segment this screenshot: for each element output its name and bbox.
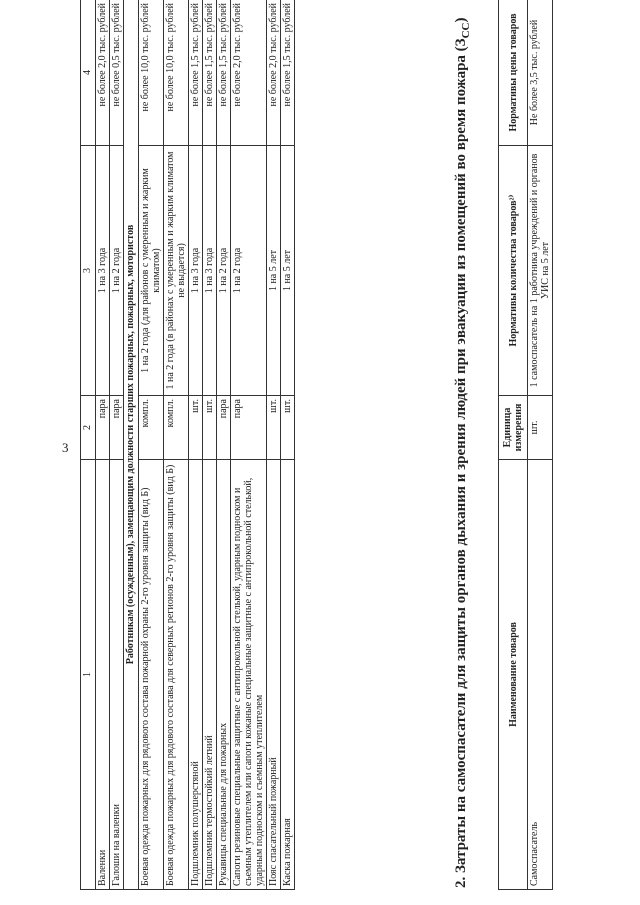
item-norm: 1 на 3 года — [96, 146, 110, 396]
item-price: не более 10,0 тыс. рублей — [139, 0, 164, 146]
item-price: не более 0,5 тыс. рублей — [110, 0, 124, 146]
section-title: Работникам (осужденным), замещающим должности старших пожарных, пожарных, мотористов — [124, 0, 139, 890]
section-2-title-subscript: СС — [460, 22, 472, 39]
item-price: не более 1,5 тыс. рублей — [217, 0, 231, 146]
item-name: Галоши на валенки — [110, 460, 124, 890]
item-unit: шт. — [528, 396, 553, 460]
table-row — [164, 0, 189, 890]
item-name: Боевая одежда пожарных для рядового состава пожарной охраны 2-го уровня защиты (вид Б) — [139, 460, 164, 890]
table-row — [267, 0, 281, 890]
table-row — [528, 0, 553, 890]
item-norm: 1 на 2 года — [231, 146, 267, 396]
item-unit: пара — [217, 396, 231, 460]
header-cell: Нормативы количества товаров²⁾ — [499, 146, 528, 396]
header-cell: 4 — [81, 0, 96, 146]
section-title-row — [124, 0, 139, 890]
rotated-page-content — [80, 0, 640, 890]
item-unit: компл. — [139, 396, 164, 460]
header-cell: Нормативы цены товаров — [499, 0, 528, 146]
table-row — [281, 0, 295, 890]
item-name: Боевая одежда пожарных для рядового состава для северных регионов 2-го уровня защиты (вид Б) — [164, 460, 189, 890]
item-unit: компл. — [164, 396, 189, 460]
item-norm: 1 на 5 лет — [281, 146, 295, 396]
header-cell: 1 — [81, 460, 96, 890]
header-cell: Наименование товаров — [499, 460, 528, 890]
item-norm: 1 на 3 года — [203, 146, 217, 396]
section-2-title-end: ) — [453, 17, 469, 23]
item-price: Не более 3,5 тыс. рублей — [528, 0, 553, 146]
header-cell: 2 — [81, 396, 96, 460]
item-name: Самоспасатель — [528, 460, 553, 890]
item-norm: 1 самоспасатель на 1 работника учреждений и органов УИС на 5 лет — [528, 146, 553, 396]
item-price: не более 1,5 тыс. рублей — [203, 0, 217, 146]
item-name: Рукавицы специальные для пожарных — [217, 460, 231, 890]
table-header-row — [499, 0, 528, 890]
section-2-heading — [452, 8, 475, 888]
item-unit: пара — [96, 396, 110, 460]
item-norm: 1 на 3 года — [189, 146, 203, 396]
equipment-norms-table — [80, 0, 295, 890]
item-norm: 1 на 2 года — [110, 146, 124, 396]
item-unit: шт. — [203, 396, 217, 460]
header-cell: 3 — [81, 146, 96, 396]
table-row — [139, 0, 164, 890]
item-price: не более 2,0 тыс. рублей — [231, 0, 267, 146]
item-unit: шт. — [189, 396, 203, 460]
item-unit: шт. — [281, 396, 295, 460]
item-name: Сапоги резиновые специальные защитные с антипрокольной стелькой, ударным подноском и съемным утеплителем или сапоги кожаные специальные защитные с антипрокольной стелькой, ударным подноском и съемным утеплителем — [231, 460, 267, 890]
item-unit: шт. — [267, 396, 281, 460]
item-name: Подшлемник полушерстяной — [189, 460, 203, 890]
item-norm: 1 на 2 года — [217, 146, 231, 396]
item-unit: пара — [231, 396, 267, 460]
item-norm: 1 на 5 лет — [267, 146, 281, 396]
table-row — [96, 0, 110, 890]
item-norm: 1 на 2 года (в районах с умеренным и жарким климатом не выдается) — [164, 146, 189, 396]
item-price: не более 2,0 тыс. рублей — [96, 0, 110, 146]
item-name: Валенки — [96, 460, 110, 890]
table-row — [189, 0, 203, 890]
item-name: Каска пожарная — [281, 460, 295, 890]
item-unit: пара — [110, 396, 124, 460]
header-cell: Единица измерения — [499, 396, 528, 460]
item-price: не более 1,5 тыс. рублей — [189, 0, 203, 146]
item-price: не более 2,0 тыс. рублей — [267, 0, 281, 146]
item-price: не более 10,0 тыс. рублей — [164, 0, 189, 146]
item-norm: 1 на 2 года (для районов с умеренным и жарким климатом) — [139, 146, 164, 396]
item-name: Пояс спасательный пожарный — [267, 460, 281, 890]
table-row — [217, 0, 231, 890]
page-number: 3 — [62, 440, 69, 455]
table-row — [203, 0, 217, 890]
table-row — [110, 0, 124, 890]
table-header-row — [81, 0, 96, 890]
section-2-title-text: 2. Затраты на самоспасатели для защиты органов дыхания и зрения людей при эвакуации из помещений во время пожара (З — [453, 38, 469, 888]
item-name: Подшлемник термостойкий летний — [203, 460, 217, 890]
table-row — [231, 0, 267, 890]
item-price: не более 1,5 тыс. рублей — [281, 0, 295, 146]
self-rescuer-norms-table — [498, 0, 553, 890]
